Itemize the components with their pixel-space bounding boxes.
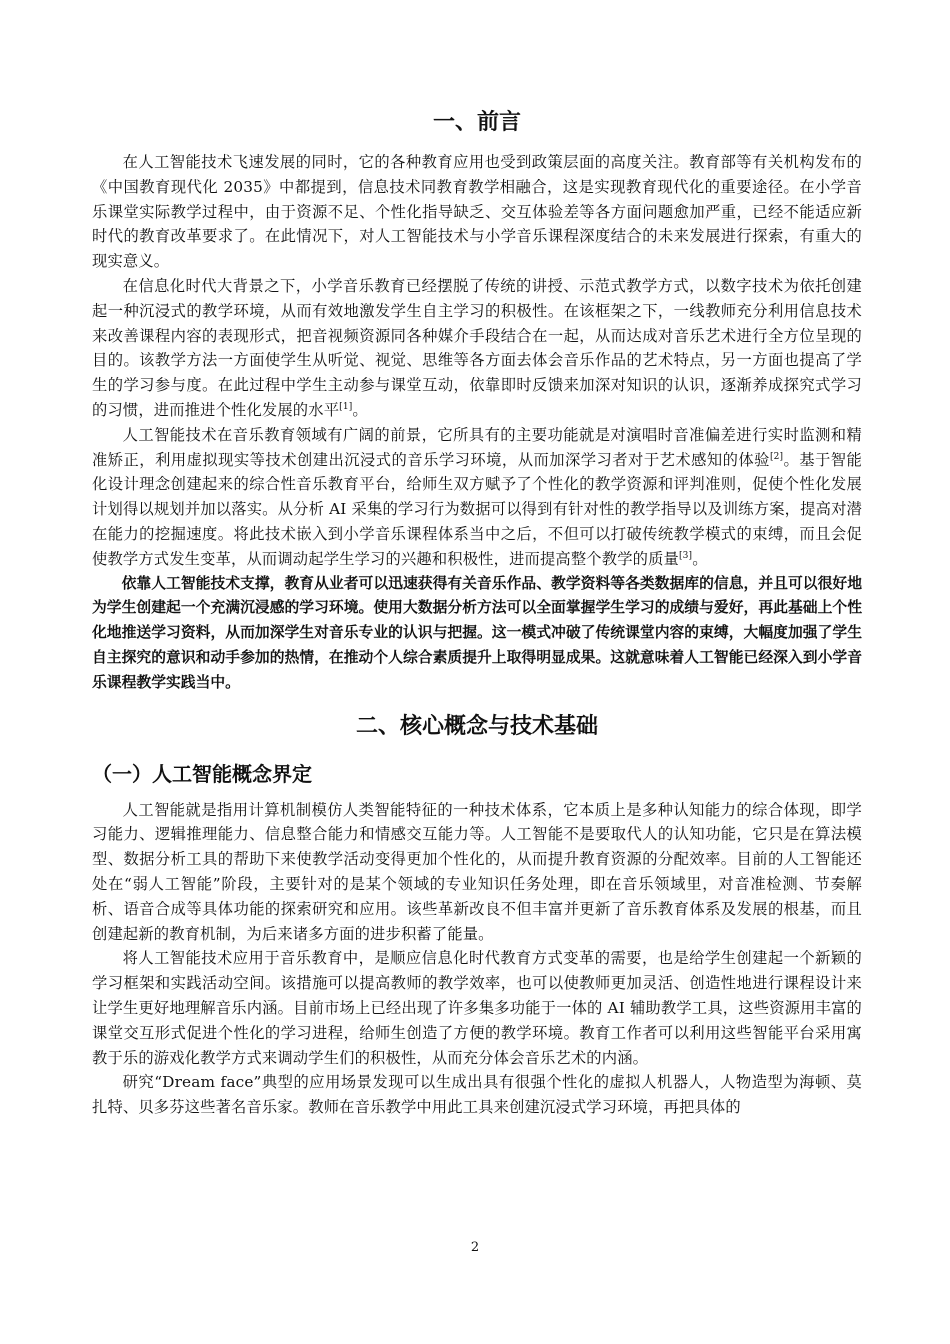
- paragraph: [92, 423, 862, 572]
- citation-mark: [2]: [769, 451, 784, 462]
- page-number: 2: [470, 1240, 480, 1255]
- citation-mark: [3]: [678, 550, 693, 561]
- paragraph: 人工智能就是指用计算机制模仿人类智能特征的一种技术体系，它本质上是多种认知能力的综合体现，即学习能力、逻辑推理能力、信息整合能力和情感交互能力等。人工智能不是要取代人的认知功能，它只是在算法模型、数据分析工具的帮助下来使教学活动变得更加个性化的，从而提升教育资源的分配效率。目前的人工智能还处在“弱人工智能”阶段，主要针对的是某个领域的专业知识任务处理，即在音乐领域里，对音准检测、节奏解析、语音合成等具体功能的探索研究和应用。该些革新改良不但丰富并更新了音乐教育体系及发展的根基，而且创建起新的教育机制，为后来诸多方面的进步积蓄了能量。: [92, 800, 862, 943]
- citation-mark: [1]: [339, 401, 353, 412]
- paragraph: 研究“Dream face”典型的应用场景发现可以生成出具有很强个性化的虚拟人机器人，人物造型为海顿、莫扎特、贝多芬这些著名音乐家。教师在音乐教学中用此工具来创建沉浸式学习环境，再把具体的: [92, 1073, 862, 1117]
- section-title-preface: 一、前言: [432, 110, 521, 135]
- paragraph-text: 在信息化时代大背景之下，小学音乐教育已经摆脱了传统的讲授、示范式教学方式，以数字技术为依托创建起一种沉浸式的教学环境，从而有效地激发学生自主学习的积极性。在该框架之下，一线教师充分利用信息技术来改善课程内容的表现形式，把音视频资源同各种媒介手段结合在一起，从而达成对音乐艺术进行全方位呈现的目的。该教学方法一方面使学生从听觉、视觉、思维等各方面去体会音乐作品的艺术特点，另一方面也提高了学生的学习参与度。在此过程中学生主动参与课堂互动，依靠即时反馈来加深对知识的认识，逐渐养成探究式学习的习惯，进而推进个性化发展的水平: [92, 276, 862, 419]
- paragraph-bold: 依靠人工智能技术支撑，教育从业者可以迅速获得有关音乐作品、教学资料等各类数据库的信息，并且可以很好地为学生创建起一个充满沉浸感的学习环境。使用大数据分析方法可以全面掌握学生学习的成绩与爱好，再此基础上个性化地推送学习资料，从而加深学生对音乐专业的认识与把握。这一模式冲破了传统课堂内容的束缚，大幅度加强了学生自主探究的意识和动手参加的热情，在推动个人综合素质提升上取得明显成果。这就意味着人工智能已经深入到小学音乐课程教学实践当中。: [92, 574, 862, 691]
- subsection-title-ai-definition: （一）人工智能概念界定: [92, 761, 312, 786]
- paragraph-end: 。: [352, 400, 368, 419]
- paragraph-text: 人工智能技术在音乐教育领域有广阔的前景，它所具有的主要功能就是对演唱时音准偏差进行实时监测和精准矫正，利用虚拟现实等技术创建出沉浸式的音乐学习环境，从而加深学习者对于艺术感知的体验: [92, 425, 862, 469]
- paragraph: 将人工智能技术应用于音乐教育中，是顺应信息化时代教育方式变革的需要，也是给学生创建起一个新颖的学习框架和实践活动空间。该措施可以提高教师的教学效率，也可以使教师更加灵活、创造性地进行课程设计来让学生更好地理解音乐内涵。目前市场上已经出现了许多集多功能于一体的 AI 辅助教学工具，这些资源用丰富的课堂交互形式促进个性化的学习进程，给师生创造了方便的教学环境。教育工作者可以利用这些智能平台采用寓教于乐的游戏化教学方式来调动学生们的积极性，从而充分体会音乐艺术的内涵。: [92, 949, 862, 1067]
- paragraph-text: 。基于智能化设计理念创建起来的综合性音乐教育平台，给师生双方赋予了个性化的教学资源和评判准则，促使个性化发展计划得以规划并加以落实。从分析 AI 采集的学习行为数据可以得到有针对性的教学指导以及训练方案，提高对潜在能力的挖掘速度。将此技术嵌入到小学音乐课程体系当中之后，不但可以打破传统教学模式的束缚，而且会促使教学方式发生变革，从而调动起学生学习的兴趣和积极性，进而提高整个教学的质量: [92, 450, 862, 568]
- page-content: [92, 108, 862, 1120]
- paragraph-end: 。: [692, 549, 708, 568]
- section-title-core-concepts: 二、核心概念与技术基础: [355, 713, 598, 739]
- paragraph: 在人工智能技术飞速发展的同时，它的各种教育应用也受到政策层面的高度关注。教育部等有关机构发布的《中国教育现代化 2035》中都提到，信息技术同教育教学相融合，这是实现教育现代化的重要途径。在小学音乐课堂实际教学过程中，由于资源不足、个性化指导缺乏、交互体验差等各方面问题愈加严重，已经不能适应新时代的教育改革要求了。在此情况下，对人工智能技术与小学音乐课程深度结合的未来发展进行探索，有重大的现实意义。: [92, 153, 862, 271]
- paragraph: [92, 274, 862, 423]
